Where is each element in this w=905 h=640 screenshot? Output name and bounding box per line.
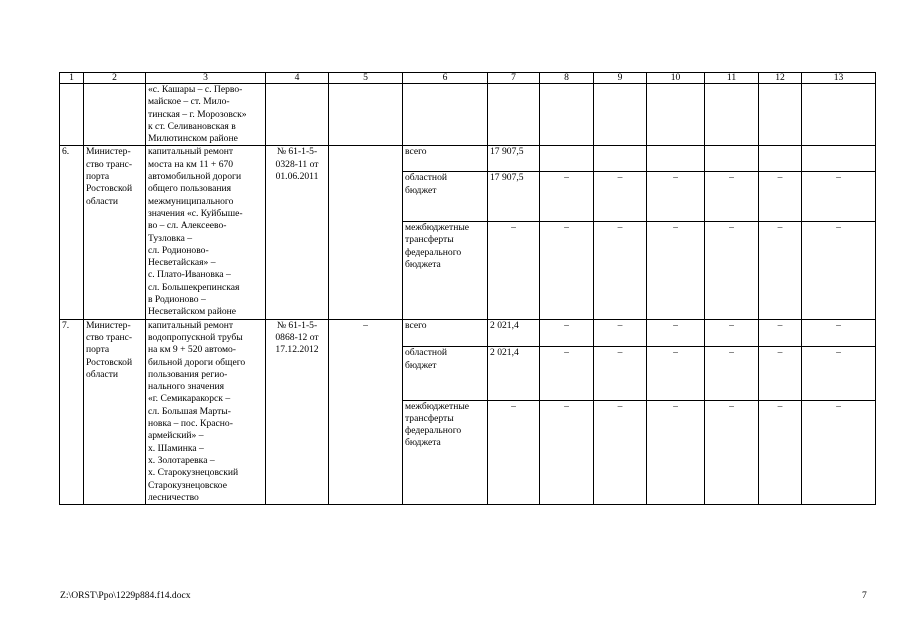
description-cell	[146, 146, 266, 319]
text-line: бюджета	[405, 258, 441, 270]
contract-cell	[266, 146, 329, 319]
text-line: х. Шаминка –	[148, 442, 204, 454]
text-line: трансферты	[405, 234, 454, 246]
text-line: 0328-11 от	[275, 158, 319, 170]
text-line: бильной дороги общего	[148, 356, 246, 368]
text-line: к ст. Селивановская в	[148, 120, 236, 132]
column-number: 13	[802, 73, 876, 84]
text-line: бюджет	[405, 359, 437, 371]
funding-source-cell	[403, 347, 488, 400]
empty-cell	[60, 84, 84, 146]
value-cell: –	[540, 222, 594, 320]
empty-cell	[647, 84, 705, 146]
value-cell: –	[705, 222, 759, 320]
text-line: автомобильной дороги	[148, 171, 242, 183]
value-cell: –	[594, 319, 647, 347]
column-number: 8	[540, 73, 594, 84]
text-line: сл. Большекрепинская	[148, 281, 240, 293]
col5-cell	[329, 146, 403, 319]
column-number: 6	[403, 73, 488, 84]
empty-cell	[403, 84, 488, 146]
value-cell: –	[802, 347, 876, 400]
empty-cell	[759, 84, 802, 146]
funding-source-cell	[403, 172, 488, 222]
text-line: Старокузнецовское	[148, 479, 227, 491]
column-number: 5	[329, 73, 403, 84]
page-number: 7	[862, 590, 867, 601]
customer-cell	[84, 319, 146, 504]
value-cell	[594, 146, 647, 172]
value-cell: –	[647, 222, 705, 320]
value-cell: –	[759, 347, 802, 400]
row-number: 7.	[60, 319, 84, 504]
empty-cell	[594, 84, 647, 146]
total-cell: 17 907,5	[488, 146, 540, 172]
empty-cell	[705, 84, 759, 146]
column-number: 10	[647, 73, 705, 84]
value-cell: –	[594, 400, 647, 505]
description-cell	[146, 84, 266, 146]
value-cell: –	[802, 319, 876, 347]
text-line: межбюджетные	[405, 222, 470, 234]
description-cell	[146, 319, 266, 504]
budget-table	[59, 72, 876, 505]
text-line: в Родионово –	[148, 294, 206, 306]
value-cell	[802, 146, 876, 172]
column-number: 1	[60, 73, 84, 84]
text-line: сл. Родионово-	[148, 244, 209, 256]
text-line: значения «с. Куйбыше-	[148, 207, 243, 219]
value-cell: –	[540, 347, 594, 400]
text-line: бюджета	[405, 437, 441, 449]
text-line: новка – пос. Красно-	[148, 418, 233, 430]
text-line: Ростовской	[86, 356, 133, 368]
text-line: моста на км 11 + 670	[148, 158, 234, 170]
table-row	[60, 319, 876, 347]
empty-cell	[488, 84, 540, 146]
value-cell: –	[802, 222, 876, 320]
text-line: федерального	[405, 425, 462, 437]
value-cell	[540, 146, 594, 172]
column-number: 2	[84, 73, 146, 84]
value-cell: –	[759, 222, 802, 320]
column-number: 9	[594, 73, 647, 84]
text-line: х. Старокузнецовский	[148, 467, 239, 479]
header-row	[60, 73, 876, 84]
continued-row	[60, 84, 876, 146]
value-cell	[647, 146, 705, 172]
text-line: областной	[405, 172, 448, 184]
total-cell: 2 021,4	[488, 319, 540, 347]
text-line: Милютинском районе	[148, 133, 238, 145]
total-cell: 17 907,5	[488, 172, 540, 222]
value-cell: –	[647, 319, 705, 347]
text-line: лесничество	[148, 491, 199, 503]
column-number: 12	[759, 73, 802, 84]
text-line: на км 9 + 520 автомо-	[148, 344, 237, 356]
text-line: межбюджетные	[405, 400, 470, 412]
value-cell: –	[802, 172, 876, 222]
value-cell: –	[647, 400, 705, 505]
text-line: всего	[405, 319, 427, 331]
value-cell	[705, 146, 759, 172]
column-number: 4	[266, 73, 329, 84]
contract-cell	[266, 319, 329, 504]
text-line: сл. Большая Марты-	[148, 405, 231, 417]
value-cell: –	[540, 172, 594, 222]
table-row	[60, 146, 876, 172]
text-line: 17.12.2012	[275, 344, 319, 356]
text-line: нального значения	[148, 381, 225, 393]
value-cell: –	[759, 400, 802, 505]
text-line: пользования регио-	[148, 368, 228, 380]
customer-cell	[84, 146, 146, 319]
value-cell: –	[802, 400, 876, 505]
value-cell: –	[759, 172, 802, 222]
value-cell: –	[705, 400, 759, 505]
value-cell: –	[647, 347, 705, 400]
text-line: ство транс-	[86, 158, 133, 170]
text-line: области	[86, 368, 119, 380]
empty-cell	[540, 84, 594, 146]
text-line: № 61-1-5-	[276, 319, 318, 331]
value-cell: –	[540, 400, 594, 505]
funding-source-cell	[403, 400, 488, 505]
value-cell: –	[705, 172, 759, 222]
text-line: Несветайском районе	[148, 306, 237, 318]
text-line: порта	[86, 171, 110, 183]
text-line: майское – ст. Мило-	[148, 96, 230, 108]
footer-file-path: Z:\ORST\Ppo\1229p884.f14.docx	[60, 590, 191, 601]
text-line: Ростовской	[86, 183, 133, 195]
text-line: водопропускной трубы	[148, 331, 243, 343]
column-number: 3	[146, 73, 266, 84]
value-cell: –	[705, 319, 759, 347]
value-cell	[759, 146, 802, 172]
row-number: 6.	[60, 146, 84, 319]
funding-source-cell	[403, 319, 488, 347]
funding-source-cell	[403, 222, 488, 320]
text-line: во – сл. Алексеево-	[148, 220, 227, 232]
text-line: капитальный ремонт	[148, 146, 234, 158]
empty-cell	[329, 84, 403, 146]
text-line: всего	[405, 146, 427, 158]
text-line: 0868-12 от	[275, 331, 319, 343]
text-line: бюджет	[405, 184, 437, 196]
text-line: области	[86, 195, 119, 207]
total-cell: 2 021,4	[488, 347, 540, 400]
value-cell: –	[647, 172, 705, 222]
text-line: «с. Кашары – с. Перво-	[148, 84, 243, 95]
text-line: общего пользования	[148, 183, 232, 195]
empty-cell	[84, 84, 146, 146]
text-line: «г. Семикаракорск –	[148, 393, 231, 405]
text-line: трансферты	[405, 412, 454, 424]
text-line: Тузловка –	[148, 232, 193, 244]
funding-source-cell	[403, 146, 488, 172]
text-line: х. Золотаревка –	[148, 454, 215, 466]
text-line: ство транс-	[86, 331, 133, 343]
text-line: федерального	[405, 246, 462, 258]
value-cell: –	[594, 347, 647, 400]
total-cell: –	[488, 222, 540, 320]
empty-cell	[802, 84, 876, 146]
column-number: 11	[705, 73, 759, 84]
text-line: порта	[86, 344, 110, 356]
total-cell: –	[488, 400, 540, 505]
value-cell: –	[759, 319, 802, 347]
text-line: № 61-1-5-	[276, 146, 318, 158]
text-line: Министер-	[86, 146, 131, 158]
text-line: капитальный ремонт	[148, 319, 234, 331]
text-line: тинская – г. Морозовск»	[148, 108, 247, 120]
text-line: областной	[405, 347, 448, 359]
text-line: 01.06.2011	[275, 171, 319, 183]
column-number: 7	[488, 73, 540, 84]
value-cell: –	[540, 319, 594, 347]
col5-cell: –	[329, 319, 403, 504]
text-line: с. Плато-Ивановка –	[148, 269, 231, 281]
empty-cell	[266, 84, 329, 146]
value-cell: –	[594, 172, 647, 222]
value-cell: –	[594, 222, 647, 320]
text-line: Министер-	[86, 319, 131, 331]
text-line: межмуниципального	[148, 195, 234, 207]
text-line: Несветайская» –	[148, 257, 216, 269]
text-line: армейский» –	[148, 430, 204, 442]
value-cell: –	[705, 347, 759, 400]
